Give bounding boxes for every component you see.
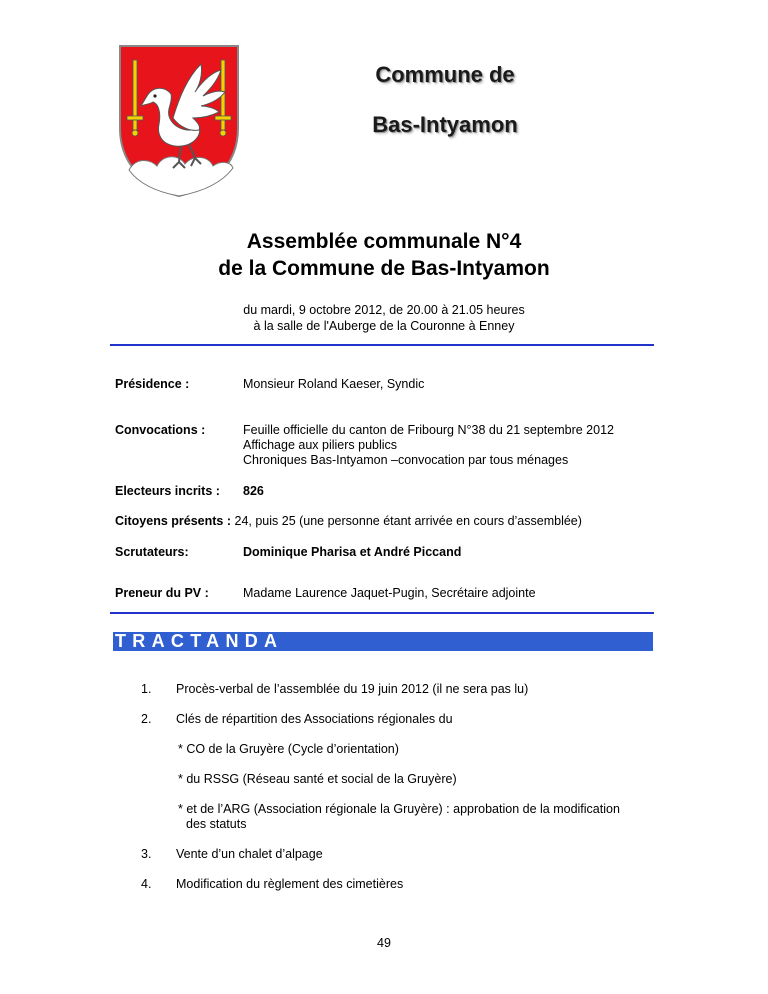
convocations-line-1: Feuille officielle du canton de Fribourg N°38 du 21 septembre 2012 xyxy=(243,423,614,437)
agenda-number: 1. xyxy=(141,682,152,696)
commune-name-line1: Commune de xyxy=(375,62,515,87)
agenda-item: Vente d’un chalet d’alpage xyxy=(176,847,323,861)
presidence-label: Présidence : xyxy=(115,377,190,391)
divider-top xyxy=(110,344,654,346)
agenda-item: Procès-verbal de l’assemblée du 19 juin 2012 (il ne sera pas lu) xyxy=(176,682,529,696)
tractanda-heading: TRACTANDA xyxy=(115,631,284,651)
convocations-line-3: Chroniques Bas-Intyamon –convocation par tous ménages xyxy=(243,453,569,467)
coat-of-arms-icon xyxy=(117,42,241,198)
citoyens-value: 24, puis 25 (une personne étant arrivée en cours d’assemblée) xyxy=(231,514,582,528)
page-title-line2: de la Commune de Bas-Intyamon xyxy=(218,257,550,280)
convocations-label: Convocations : xyxy=(115,423,206,437)
preneur-label: Preneur du PV : xyxy=(115,586,209,600)
agenda-subitem-continuation: des statuts xyxy=(186,817,247,831)
convocations-line-2: Affichage aux piliers publics xyxy=(243,438,398,452)
agenda-number: 3. xyxy=(141,847,152,861)
scrutateurs-value: Dominique Pharisa et André Piccand xyxy=(243,545,462,559)
agenda-subitem: * CO de la Gruyère (Cycle d’orientation) xyxy=(178,742,399,756)
agenda-item: Modification du règlement des cimetières xyxy=(176,877,404,891)
divider-bottom xyxy=(110,612,654,614)
agenda-number: 2. xyxy=(141,712,152,726)
citoyens-label: Citoyens présents : xyxy=(115,514,232,528)
meeting-date: du mardi, 9 octobre 2012, de 20.00 à 21.05 heures xyxy=(243,303,525,317)
page-number: 49 xyxy=(377,936,391,950)
commune-name-line2: Bas-Intyamon xyxy=(372,112,518,137)
preneur-value: Madame Laurence Jaquet-Pugin, Secrétaire adjointe xyxy=(243,586,536,600)
agenda-number: 4. xyxy=(141,877,152,891)
agenda-item: Clés de répartition des Associations régionales du xyxy=(176,712,453,726)
page-title-line1: Assemblée communale N°4 xyxy=(246,230,522,253)
electeurs-value: 826 xyxy=(243,484,264,498)
agenda-subitem: * du RSSG (Réseau santé et social de la Gruyère) xyxy=(178,772,457,786)
meeting-place: à la salle de l'Auberge de la Couronne à Enney xyxy=(253,319,515,333)
agenda-subitem: * et de l’ARG (Association régionale la Gruyère) : approbation de la modification xyxy=(178,802,620,816)
scrutateurs-label: Scrutateurs: xyxy=(115,545,189,559)
citoyens-row xyxy=(115,514,582,529)
electeurs-label: Electeurs incrits : xyxy=(115,484,220,498)
presidence-value: Monsieur Roland Kaeser, Syndic xyxy=(243,377,425,391)
